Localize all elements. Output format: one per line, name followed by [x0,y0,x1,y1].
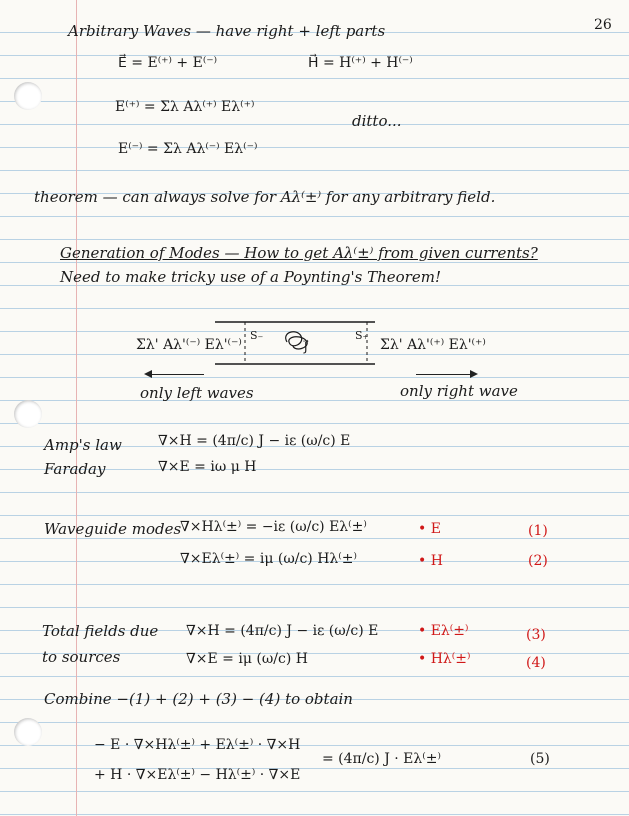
ampere-label: Amp's law [44,436,122,454]
page-number: 26 [594,17,612,33]
total-fields-label-line1: Total fields due [42,622,159,640]
heading-generation-of-modes: Generation of Modes — How to get Aλ⁽±⁾ from given currents? [60,244,538,262]
ditto-note: ditto... [352,112,402,130]
faraday-equation: ∇×E = iω μ H [158,459,257,475]
poynting-note: Need to make tricky use of a Poynting's Theorem! [60,268,441,286]
waveguide-diagram [215,320,375,366]
multiplier-h: • H [418,553,443,569]
equation-number-3: (3) [526,627,546,643]
waveguide-equation-1: ∇×Hλ⁽±⁾ = −iε (ω/c) Eλ⁽±⁾ [180,519,367,535]
surface-s-minus-label: S₋ [250,329,264,342]
final-equation-line-1: − E · ∇×Hλ⁽±⁾ + Eλ⁽±⁾ · ∇×H [94,737,301,753]
only-left-waves-label: only left waves [140,384,254,402]
total-fields-equation-4: ∇×E = iμ (ω/c) H [186,651,308,667]
total-fields-label-line2: to sources [42,648,121,666]
multiplier-e-lambda: • Eλ⁽±⁾ [418,623,469,639]
binder-hole [14,400,42,428]
final-equation-line-2: + H · ∇×Eλ⁽±⁾ − Hλ⁽±⁾ · ∇×E [94,767,301,783]
surface-s-plus-label: S₊ [355,329,369,342]
multiplier-h-lambda: • Hλ⁽±⁾ [418,651,471,667]
equation-e-plus: E⁽⁺⁾ = Σλ Aλ⁽⁺⁾ Eλ⁽⁺⁾ [115,99,255,115]
binder-hole [14,718,42,746]
left-arrow [146,374,204,375]
right-arrow [416,374,476,375]
ampere-equation: ∇×H = (4π/c) J − iε (ω/c) E [158,433,351,449]
equation-h-total: H⃗ = H⁽⁺⁾ + H⁽⁻⁾ [308,55,413,71]
only-right-wave-label: only right wave [400,382,518,400]
equation-number-2: (2) [528,553,548,569]
combine-instruction: Combine −(1) + (2) + (3) − (4) to obtain [44,690,353,708]
equation-e-minus: E⁽⁻⁾ = Σλ Aλ⁽⁻⁾ Eλ⁽⁻⁾ [118,141,258,157]
equation-number-5: (5) [530,751,550,767]
faraday-label: Faraday [44,460,106,478]
source-current-label: J⃗ [304,340,308,354]
heading-arbitrary-waves: Arbitrary Waves — have right + left parts [68,22,386,40]
equation-e-total: E⃗ = E⁽⁺⁾ + E⁽⁻⁾ [118,55,218,71]
total-fields-equation-3: ∇×H = (4π/c) J − iε (ω/c) E [186,623,379,639]
right-mode-sum: Σλ' Aλ'⁽⁺⁾ Eλ'⁽⁺⁾ [380,337,486,353]
equation-number-1: (1) [528,523,548,539]
equation-number-4: (4) [526,655,546,671]
waveguide-equation-2: ∇×Eλ⁽±⁾ = iμ (ω/c) Hλ⁽±⁾ [180,551,357,567]
binder-hole [14,82,42,110]
theorem-line: theorem — can always solve for Aλ⁽±⁾ for any arbitrary field. [34,188,496,206]
waveguide-modes-label: Waveguide modes [44,520,182,538]
final-equation-rhs: = (4π/c) J · Eλ⁽±⁾ [322,751,441,767]
multiplier-e: • E [418,521,441,537]
left-mode-sum: Σλ' Aλ'⁽⁻⁾ Eλ'⁽⁻⁾ [136,337,242,353]
